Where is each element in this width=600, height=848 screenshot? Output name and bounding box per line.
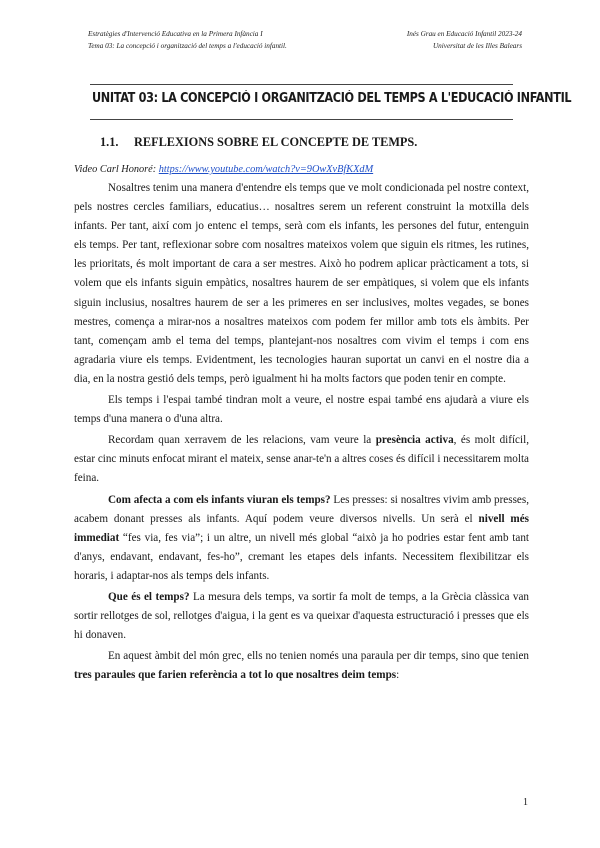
paragraph [74,588,529,645]
header-author: Inés Grau en Educació Infantil 2023-24 [406,30,522,38]
video-link[interactable]: https://www.youtube.com/watch?v=9OwXvBfKXdM [158,164,374,175]
text-run: : [396,669,400,682]
header-course: Estratègies d'Intervenció Educativa en la Primera Infància I [88,30,263,38]
header-right [407,29,522,52]
bold-term: tres paraules que farien referència a tot lo que nosaltres deim temps [74,669,397,682]
text-run: “fes via, fes via”; i un altre, un nivell més global “això ja ho podries estar fent amb tant d'anys, endavant, endavant, fes-ho”, cremant les etapes dels infants. Necessitem flexibilitzar els horaris, i adaptar-nos als temps dels infants. [74,531,529,582]
unit-title: UNITAT 03: LA CONCEPCIÓ I ORGANITZACIÓ DEL TEMPS A L'EDUCACIÓ INFANTIL [92,91,572,106]
paragraph: Nosaltres tenim una manera d'entendre els temps que ve molt condicionada pel nostre context, pels nostres cercles familiars, educatius… nosaltres serem un referent construint la motxilla dels infants. Per tant, així com jo entenc el temps, serà com els infants, les persones del futur, entenguin els temps. Per tant, reflexionar sobre com nosaltres mateixos volem que siguin els ritmes, les rutines, les prioritats, és molt important de cara a ser mestres. Això ho podrem aplicar pràcticament a tots, si volem que els infants siguin empàtics, nosaltres haurem de ser empàtiques, si volem que els infants siguin inclusius, nosaltres haurem de ser a les primeres en ser inclusives, moltes vegades, se bones mestres, comença a mirar-nos a nosaltres mateixos com podem fer millor amb tots els àmbits. Per tant, començam amb el tema del temps, plantejant-nos nosaltres com vivim el temps i com ens agradaria viure els temps. Evidentment, les tecnologies hauran suportat un canvi en el nostre dia a dia, en la nostra gestió dels temps, però igualment hi ha molts factors que poden tenir en compte. [74,182,529,385]
bold-term: nivell més immediat [74,512,529,544]
bold-question: Que és el temps? [108,590,190,603]
bold-question: Com afecta a com els infants viuran els temps? [108,493,331,506]
page-number: 1 [523,797,528,808]
paragraph: Els temps i l'espai també tindran molt a veure, el nostre espai també ens ajudarà a viure els temps d'una manera o d'una altra. [74,394,529,426]
paragraph [74,647,529,685]
title-rule-bottom [90,119,513,120]
video-label: Video Carl Honoré: [74,164,157,175]
header-left [88,29,287,52]
paragraph [74,491,529,586]
text-run: Recordam quan xerravem de les relacions, vam veure la [108,434,376,447]
text-run: Les presses: si nosaltres vivim amb presses, acabem donant presses als infants. Aquí podem veure diversos nivells. Un serà el [74,493,529,525]
text-run: La mesura dels temps, va sortir fa molt de temps, a la Grècia clàssica van sortir rellotges de sol, rellotges d'aigua, i la gent es va queixar d'aquesta estructuració i presses que els hi donaven. [74,590,529,642]
paragraph [74,431,529,488]
text-run: En aquest àmbit del món grec, ells no tenien només una paraula per dir temps, sino que tenien [108,650,529,663]
header-university: Universitat de les Illes Balears [432,41,522,50]
title-rule-top [90,84,513,85]
text-run: , és molt difícil, estar cinc minuts enfocat mirant el mateix, sense anar-te'n a altres coses és difícil i necessitarem molta feina. [74,434,529,485]
section-number: 1.1. [100,135,119,149]
video-reference [74,164,373,175]
header-topic: Tema 03: La concepció i organització del temps a l'educació infantil. [88,41,287,50]
section-title: REFLEXIONS SOBRE EL CONCEPTE DE TEMPS. [134,135,418,149]
bold-term: presència activa [375,434,454,447]
body-text [74,179,529,685]
section-heading [100,135,417,150]
